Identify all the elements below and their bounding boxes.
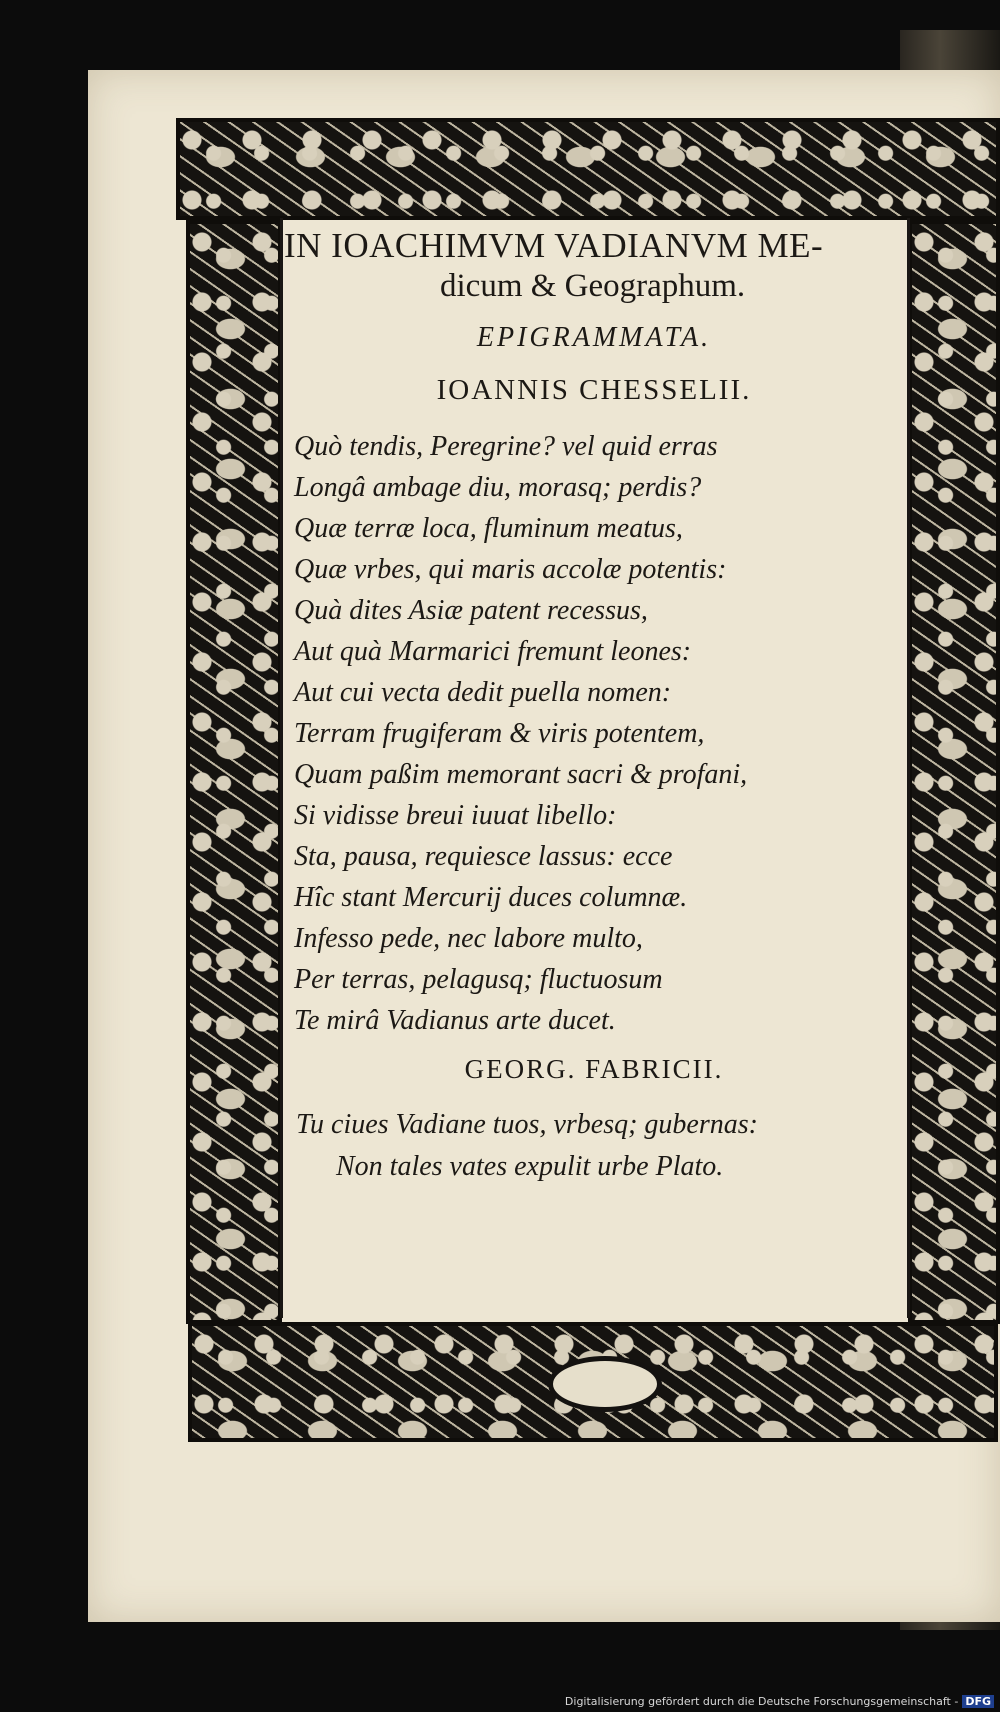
woodcut-border-right (908, 220, 1000, 1324)
poem (294, 426, 747, 1041)
digitization-footer (565, 1695, 994, 1708)
poem-line: Aut quà Marmarici fremunt leones: (294, 636, 692, 667)
poem-line: Sta, pausa, requiesce lassus: ecce (294, 841, 673, 872)
poem-line: Longâ ambage diu, morasq; perdis? (294, 472, 702, 503)
author-chesselius: IOANNIS CHESSELII. (436, 374, 752, 406)
couplet-line: Non tales vates expulit urbe Plato. (336, 1151, 724, 1182)
poem-line: Infesso pede, nec labore multo, (294, 923, 643, 954)
poem-line: Te mirâ Vadianus arte ducet. (294, 1005, 616, 1036)
poem-line: Quà dites Asiæ patent recessus, (294, 595, 648, 626)
poem-line: Quam paßim memorant sacri & profani, (294, 759, 748, 790)
woodcut-border-left (186, 220, 282, 1324)
footer-text: Digitalisierung gefördert durch die Deutsche Forschungsgemeinschaft - (564, 1695, 959, 1708)
couplet (296, 1104, 758, 1188)
subtitle-epigrammata: EPIGRAMMATA. (476, 322, 712, 353)
poem-line: Quò tendis, Peregrine? vel quid erras (294, 431, 718, 462)
poem-line: Per terras, pelagusq; fluctuosum (294, 964, 663, 995)
heading-line-1: IN IOACHIMVM VADIANVM ME- (284, 226, 824, 265)
poem-line: Hîc stant Mercurij duces columnæ. (294, 882, 688, 913)
poem-line: Quæ terræ loca, fluminum meatus, (294, 513, 683, 544)
couplet-line: Tu ciues Vadiane tuos, vrbesq; gubernas: (296, 1109, 758, 1140)
poem-line: Aut cui vecta dedit puella nomen: (294, 677, 672, 708)
woodcut-border-top (176, 118, 1000, 220)
poem-line: Terram frugiferam & viris potentem, (294, 718, 705, 749)
border-cartouche (548, 1356, 662, 1412)
poem-line: Quæ vrbes, qui maris accolæ potentis: (294, 554, 727, 585)
author-fabricius: GEORG. FABRICII. (464, 1054, 724, 1084)
dfg-logo: DFG (962, 1695, 994, 1708)
poem-line: Si vidisse breui iuuat libello: (294, 800, 617, 831)
heading-line-2: dicum & Geographum. (440, 268, 746, 304)
